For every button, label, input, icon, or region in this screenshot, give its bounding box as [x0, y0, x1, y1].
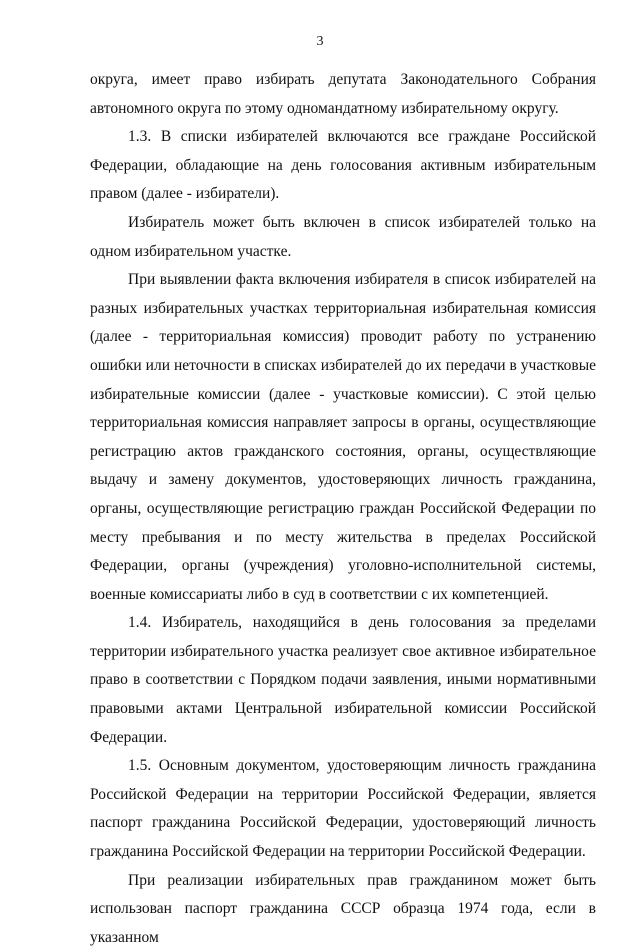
paragraph-single-station: Избиратель может быть включен в список избирателей только на одном избирательном участке. — [90, 213, 596, 260]
paragraph-1-3: 1.3. В списки избирателей включаются все граждане Российской Федерации, обладающие на день голосования активным избирательным правом (далее - избиратели). — [90, 128, 596, 203]
document-body — [90, 66, 596, 952]
paragraph-duplicate-inclusion: При выявлении факта включения избирателя в список избирателей на разных избирательных участках территориальная избирательная комиссия (далее - территориальная комиссия) проводит работу по устранению ошибки или неточности в списках избирателей до их передачи в участковые избирательные комиссии (далее - участковые комиссии). С этой целью территориальная комиссия направляет запросы в органы, осуществляющие регистрацию актов гражданского состояния, органы, осуществляющие выдачу и замену документов, удостоверяющих личность гражданина, органы, осуществляющие регистрацию граждан Российской Федерации по месту пребывания и по месту жительства в пределах Российской Федерации, органы (учреждения) уголовно-исполнительной системы, военные комиссариаты либо в суд в соответствии с их компетенцией. — [90, 271, 596, 603]
paragraph-1-4: 1.4. Избиратель, находящийся в день голосования за пределами территории избирательного участка реализует свое активное избирательное право в соответствии с Порядком подачи заявления, иными нормативными правовыми актами Центральной избирательной комиссии Российской Федерации. — [90, 614, 596, 746]
paragraph-continuation: округа, имеет право избирать депутата Законодательного Собрания автономного округа по этому одномандатному избирательному округу. — [90, 71, 596, 117]
page-number: 3 — [316, 34, 324, 49]
paragraph-1-5: 1.5. Основным документом, удостоверяющим личность гражданина Российской Федерации на территории Российской Федерации, является паспорт гражданина Российской Федерации, удостоверяющий личность гражданина Российской Федерации на территории Российской Федерации. — [90, 757, 596, 861]
paragraph-ussr-passport: При реализации избирательных прав гражданином может быть использован паспорт гражданина СССР образца 1974 года, если в указанном — [90, 871, 596, 946]
